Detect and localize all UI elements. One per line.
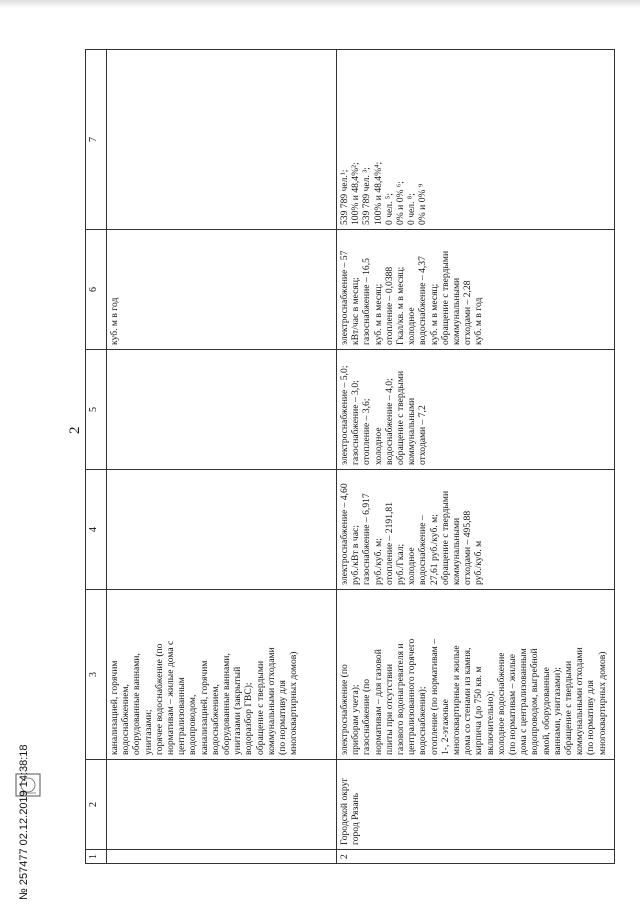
table-row-continued [107,50,337,864]
scan-edge [0,0,640,8]
cell-line: водоснабжения); [417,686,429,755]
cell-line: многоквартирных домов) [288,651,300,755]
cell-line: коммунальными [451,517,463,585]
cell-line: 0 чел. ⁸; [406,193,418,225]
cell-line: отопление – 3,6; [361,398,373,465]
cell-line: централизованного горячего [406,638,418,755]
cell-line: унитазами (закрытый [232,666,244,755]
cell-row2-tariff [337,470,615,590]
cell-line: обращение с твердыми [395,370,407,465]
cell-line: газоснабжение (по [361,678,373,755]
cell-line: водоразбор ГВС); [243,682,255,755]
cell-line: (по нормативу для [277,680,289,755]
cell-line: нормативам – жилые дома с [165,640,177,755]
cell-line: отопление – 0,0388 [383,266,395,345]
cell-continued-num [107,850,337,864]
cell-line: 539 789 чел.¹; [339,169,350,225]
cell-line: газоснабжение – 3,0; [350,380,362,465]
cell-line: канализацией, горячим [198,660,210,755]
registration-stamp: № 257477 02.12.2019 14:38:18 [18,744,30,900]
cell-line: 27,61 руб./куб. м; [428,514,440,585]
cell-line: водоснабжением, [209,684,221,755]
cell-line: дома со стенами из камня, [462,647,474,755]
cell-line: отходами – 495,88 [462,510,474,585]
header-cell-4: 4 [86,470,107,590]
header-cell-5: 5 [86,350,107,470]
cell-line: водоснабжение – [417,515,429,585]
cell-line: холодное [406,307,418,345]
cell-line: Гкал/кв. м в месяц; [395,266,407,345]
cell-line: многоквартирных домов) [596,651,608,755]
cell-line: электроснабжение (по [339,664,350,755]
cell-line: 0% и 0% ⁹ [417,183,429,225]
cell-line: (по нормативу для [585,680,597,755]
cell-line: руб./кВт в час; [350,525,362,585]
cell-line: холодное водоснабжение [495,652,507,755]
cell-line: включительно); [484,690,496,755]
cell-continued-index [107,350,337,470]
cell-line: горячее водоснабжение (по [153,643,165,755]
cell-line: коммунальными [406,397,418,465]
cell-line: куб. м в месяц; [372,283,384,345]
header-cell-1: 1 [86,850,107,864]
cell-line: приборам учета); [350,684,362,755]
cell-line: водоснабжением, [120,684,132,755]
cell-line: куб. м в месяц; [428,283,440,345]
cell-line: кВт/час в месяц; [350,277,362,345]
cell-line: газового водонагревателя и [395,643,407,755]
cell-line: отопление (по нормативам – [428,638,440,755]
cell-line: газоснабжение – 6,917 [361,493,373,585]
cell-line: обращение с твердыми [563,660,575,755]
cell-continued-population [107,50,337,230]
cell-continued-services [107,590,337,760]
cell-line: город Рязань [350,792,362,845]
cell-line: нормативам – для газовой [372,649,384,755]
table-row-2 [337,50,615,864]
cell-line: многоквартирные и жилые [451,645,463,755]
cell-row2-volume [337,230,615,350]
cell-line: 1-, 2-этажные [439,699,451,755]
cell-line: руб./куб. м [473,540,485,585]
cell-row2-services [337,590,615,760]
cell-line: Городской округ [339,777,350,845]
cell-line: (по нормативам – жилые [507,653,519,755]
cell-line: руб./Гкал; [395,543,407,585]
cell-line: коммунальными [451,277,463,345]
cell-line: централизованным [176,677,188,755]
cell-line: 0% и 0% ⁶; [395,181,407,225]
cell-line: ямой, оборудованные [540,667,552,755]
cell-line: оборудованные ваннами, [131,653,143,755]
header-cell-7: 7 [86,50,107,230]
header-cell-3: 3 [86,590,107,760]
cell-row2-name [337,760,615,850]
cell-line: газоснабжение – 16,5 [361,258,373,345]
cell-line: куб. м в год [473,297,485,345]
cell-line: 100% и 48,4%²; [350,162,362,225]
cell-line: коммунальными отходами [265,647,277,755]
cell-line: плиты при отсутствии [383,663,395,755]
rotated-table-container [85,49,615,864]
cell-line: оборудованные ваннами, [221,653,233,755]
cell-line: обращение с твердыми [439,250,451,345]
tariff-table [85,49,615,864]
cell-line: обращение с твердыми [254,660,266,755]
cell-line: электроснабжение – 57 [339,250,350,345]
cell-line: канализацией, горячим [109,660,120,755]
cell-line: отходами – 7,2 [417,405,429,465]
page-number: 2 [67,426,83,434]
cell-continued-name [107,760,337,850]
cell-line: куб. м в год [109,297,120,345]
cell-line: руб./куб. м; [372,538,384,585]
cell-line: электроснабжение – 4,60 [339,483,350,585]
header-cell-2: 2 [86,760,107,850]
cell-line: 0 чел. ⁵; [383,193,395,225]
cell-line: коммунальными отходами [574,647,586,755]
cell-continued-tariff [107,470,337,590]
header-row [86,50,107,864]
cell-row2-index [337,350,615,470]
cell-line: унитазами; [142,709,154,755]
cell-row2-num: 2 [337,850,615,864]
cell-line: отопление – 2191,81 [383,501,395,585]
cell-line: холодное [372,427,384,465]
cell-line: 539 789 чел. ³; [361,167,373,225]
cell-line: дома с централизованным [518,648,530,755]
cell-line: отходами – 2,28 [462,280,474,345]
cell-line: ваннами, унитазами); [551,667,563,755]
cell-line: обращение с твердыми [439,490,451,585]
cell-row2-population [337,50,615,230]
cell-line: водопроводом, [187,694,199,755]
header-cell-6: 6 [86,230,107,350]
cell-line: водоснабжение – 4,37 [417,256,429,345]
cell-line: водопроводом, выгребной [529,648,541,755]
cell-line: электроснабжение – 5,0; [339,365,350,465]
cell-continued-volume [107,230,337,350]
cell-line: водоснабжение – 4,0; [383,378,395,465]
cell-line: 100% и 48,4%⁴; [372,161,384,225]
cell-line: кирпича (до 750 кв. м [473,666,485,755]
cell-line: холодное [406,547,418,585]
